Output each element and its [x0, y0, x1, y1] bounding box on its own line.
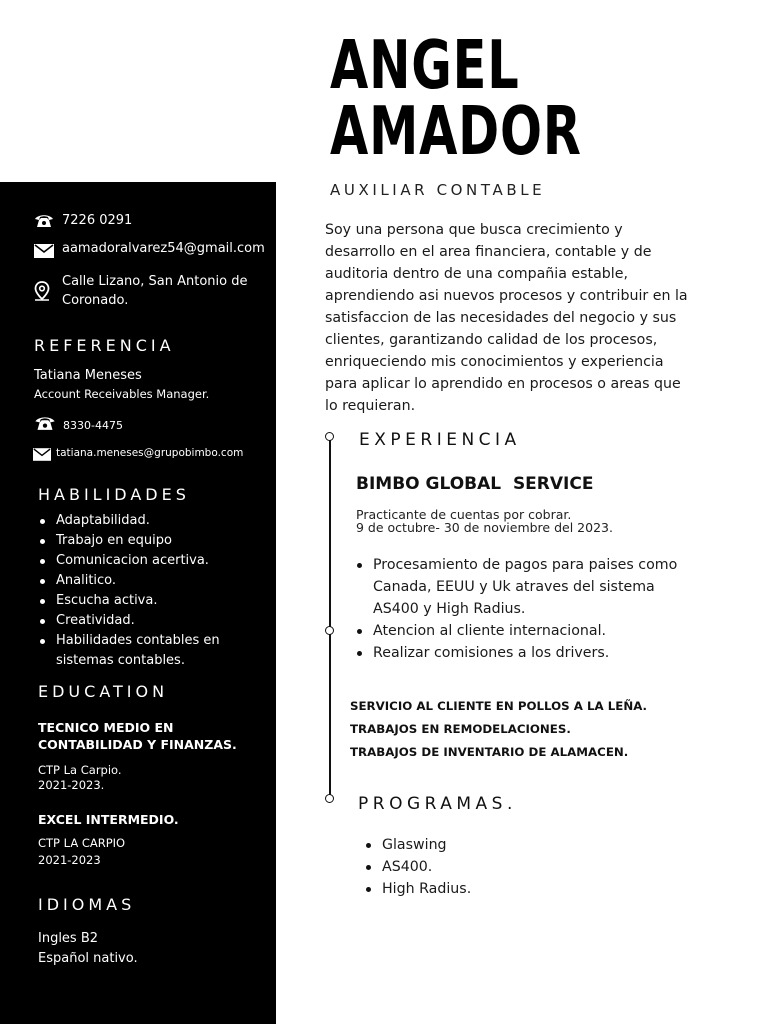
contact-phone: 7226 0291	[62, 213, 133, 228]
mail-icon	[34, 243, 54, 262]
list-item: Analitico.	[34, 571, 269, 591]
education-title-line: TECNICO MEDIO EN	[38, 720, 174, 735]
list-item: High Radius.	[365, 878, 565, 900]
skills-list	[34, 511, 269, 671]
company-name: BIMBO GLOBAL SERVICE	[356, 474, 594, 494]
job-position: Practicante de cuentas por cobrar.	[356, 507, 572, 522]
location-pin-icon	[34, 281, 50, 305]
language-item: Ingles B2	[38, 931, 99, 946]
phone-icon	[33, 416, 57, 435]
list-item: Escucha activa.	[34, 591, 269, 611]
other-job: TRABAJOS EN REMODELACIONES.	[350, 722, 571, 736]
list-item: Atencion al cliente internacional.	[356, 620, 696, 642]
job-title: AUXILIAR CONTABLE	[330, 181, 546, 199]
contact-address	[62, 272, 247, 310]
programs-list	[365, 834, 565, 900]
address-line-2: Coronado.	[62, 293, 129, 308]
list-item: Glaswing	[365, 834, 565, 856]
language-item: Español nativo.	[38, 951, 138, 966]
education-title	[38, 719, 237, 753]
reference-role: Account Receivables Manager.	[34, 387, 210, 401]
timeline-dot	[325, 432, 334, 441]
list-item: Comunicacion acertiva.	[34, 551, 269, 571]
experience-bullets	[356, 554, 696, 664]
other-job: TRABAJOS DE INVENTARIO DE ALAMACEN.	[350, 745, 629, 759]
habilidades-heading: HABILIDADES	[38, 485, 190, 504]
first-name: ANGEL	[330, 26, 520, 104]
other-job: SERVICIO AL CLIENTE EN POLLOS A LA LEÑA.	[350, 699, 648, 713]
last-name: AMADOR	[330, 92, 582, 170]
reference-name: Tatiana Meneses	[34, 368, 142, 383]
job-dates: 9 de octubre- 30 de noviembre del 2023.	[356, 520, 613, 535]
education-title: EXCEL INTERMEDIO.	[38, 812, 179, 827]
address-line-1: Calle Lizano, San Antonio de	[62, 274, 248, 289]
programas-heading: PROGRAMAS.	[358, 794, 517, 814]
timeline-dot	[325, 626, 334, 635]
experiencia-heading: EXPERIENCIA	[359, 430, 521, 450]
education-heading: EDUCATION	[38, 682, 169, 701]
education-years: 2021-2023.	[38, 778, 105, 792]
list-item-text: sistemas contables.	[56, 653, 185, 668]
phone-icon	[34, 213, 54, 232]
education-years: 2021-2023	[38, 853, 101, 867]
education-school: CTP La Carpio.	[38, 763, 122, 777]
list-item: Creatividad.	[34, 611, 269, 631]
candidate-name	[330, 26, 582, 170]
referencia-heading: REFERENCIA	[34, 336, 175, 355]
list-item: Adaptabilidad.	[34, 511, 269, 531]
list-item: Realizar comisiones a los drivers.	[356, 642, 696, 664]
timeline-dot	[325, 794, 334, 803]
profile-summary: Soy una persona que busca crecimiento y desarrollo en el area financiera, contable y de auditoria dentro de una compañia estable, aprendiendo asi nuevos procesos y contribuir en la satisfaccion de las necesidades del negocio y sus clientes, garantizando calidad de los procesos, enriqueciendo mis conocimientos y experiencia para aplicar lo aprendido en procesos o areas que lo requieran.	[325, 222, 688, 414]
reference-phone: 8330-4475	[63, 419, 123, 432]
education-school: CTP LA CARPIO	[38, 836, 126, 850]
education-title-line: CONTABILIDAD Y FINANZAS.	[38, 737, 237, 752]
mail-icon	[33, 446, 51, 465]
timeline-line	[329, 437, 331, 799]
list-item: Procesamiento de pagos para paises como Canada, EEUU y Uk atraves del sistema AS400 y High Radius.	[356, 554, 696, 620]
other-jobs-list	[350, 695, 647, 764]
contact-email[interactable]: aamadoralvarez54@gmail.com	[62, 241, 265, 256]
list-item: Trabajo en equipo	[34, 531, 269, 551]
list-item: AS400.	[365, 856, 565, 878]
list-item: Habilidades contables en	[34, 631, 269, 651]
idiomas-heading: IDIOMAS	[38, 895, 136, 914]
reference-email[interactable]: tatiana.meneses@grupobimbo.com	[56, 447, 244, 459]
list-item-continuation	[34, 651, 269, 671]
